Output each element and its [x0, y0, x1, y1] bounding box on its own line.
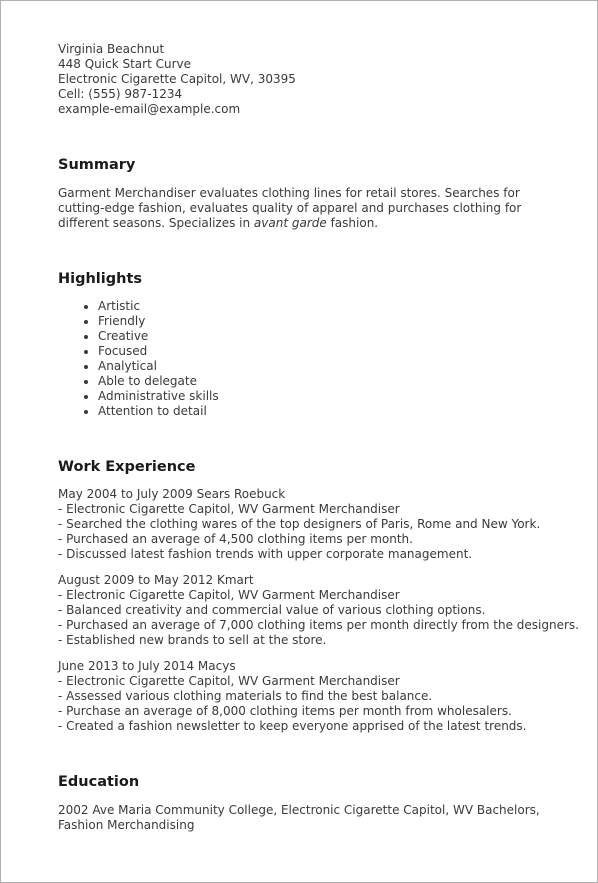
job-line: - Purchased an average of 7,000 clothing items per month directly from the designers. [58, 618, 579, 632]
contact-email: example-email@example.com [58, 102, 241, 116]
job-line: - Searched the clothing wares of the top designers of Paris, Rome and New York. [58, 517, 541, 531]
contact-address-line-2: Electronic Cigarette Capitol, WV, 30395 [58, 72, 296, 86]
job-title: June 2013 to July 2014 Macys [58, 659, 236, 673]
education-heading: Education [58, 774, 140, 790]
contact-block [58, 42, 558, 117]
job-line: - Discussed latest fashion trends with upper corporate management. [58, 547, 473, 561]
job-entry [58, 487, 558, 562]
job-title: May 2004 to July 2009 Sears Roebuck [58, 487, 286, 501]
summary-text [58, 186, 558, 231]
job-line: - Purchased an average of 4,500 clothing items per month. [58, 532, 413, 546]
job-entry [58, 659, 558, 734]
job-line: - Electronic Cigarette Capitol, WV Garment Merchandiser [58, 674, 400, 688]
job-line: - Created a fashion newsletter to keep everyone apprised of the latest trends. [58, 719, 527, 733]
work-experience-heading: Work Experience [58, 459, 196, 475]
highlight-item: • Able to delegate [98, 374, 558, 389]
job-line: - Purchase an average of 8,000 clothing items per month from wholesalers. [58, 704, 512, 718]
highlight-item: • Friendly [98, 314, 558, 329]
job-entry [58, 573, 579, 648]
job-line: - Assessed various clothing materials to find the best balance. [58, 689, 433, 703]
summary-heading: Summary [58, 157, 136, 173]
summary-text-italic: avant garde [253, 216, 327, 230]
summary-text-part-1: Garment Merchandiser evaluates clothing lines for retail stores. Searches for cutting-edge fashion, evaluates quality of apparel and purchases clothing for different seasons. Specializes in [58, 186, 522, 230]
job-line: - Electronic Cigarette Capitol, WV Garment Merchandiser [58, 502, 400, 516]
job-line: - Electronic Cigarette Capitol, WV Garment Merchandiser [58, 588, 400, 602]
highlights-list [58, 299, 558, 419]
highlight-item: • Analytical [98, 359, 558, 374]
resume-content [58, 42, 579, 833]
highlight-item: • Focused [98, 344, 558, 359]
contact-address-line-1: 448 Quick Start Curve [58, 57, 191, 71]
education-text: 2002 Ave Maria Community College, Electronic Cigarette Capitol, WV Bachelors, Fashion Merchandising [58, 803, 540, 832]
highlight-item: • Attention to detail [98, 404, 558, 419]
highlight-item: • Artistic [98, 299, 558, 314]
job-line: - Established new brands to sell at the store. [58, 633, 327, 647]
highlights-heading: Highlights [58, 271, 143, 287]
job-line: - Balanced creativity and commercial value of various clothing options. [58, 603, 486, 617]
highlight-item: • Creative [98, 329, 558, 344]
summary-text-part-2: fashion. [326, 216, 379, 230]
highlight-item: • Administrative skills [98, 389, 558, 404]
contact-cell: Cell: (555) 987-1234 [58, 87, 183, 101]
job-title: August 2009 to May 2012 Kmart [58, 573, 254, 587]
contact-name: Virginia Beachnut [58, 42, 165, 56]
